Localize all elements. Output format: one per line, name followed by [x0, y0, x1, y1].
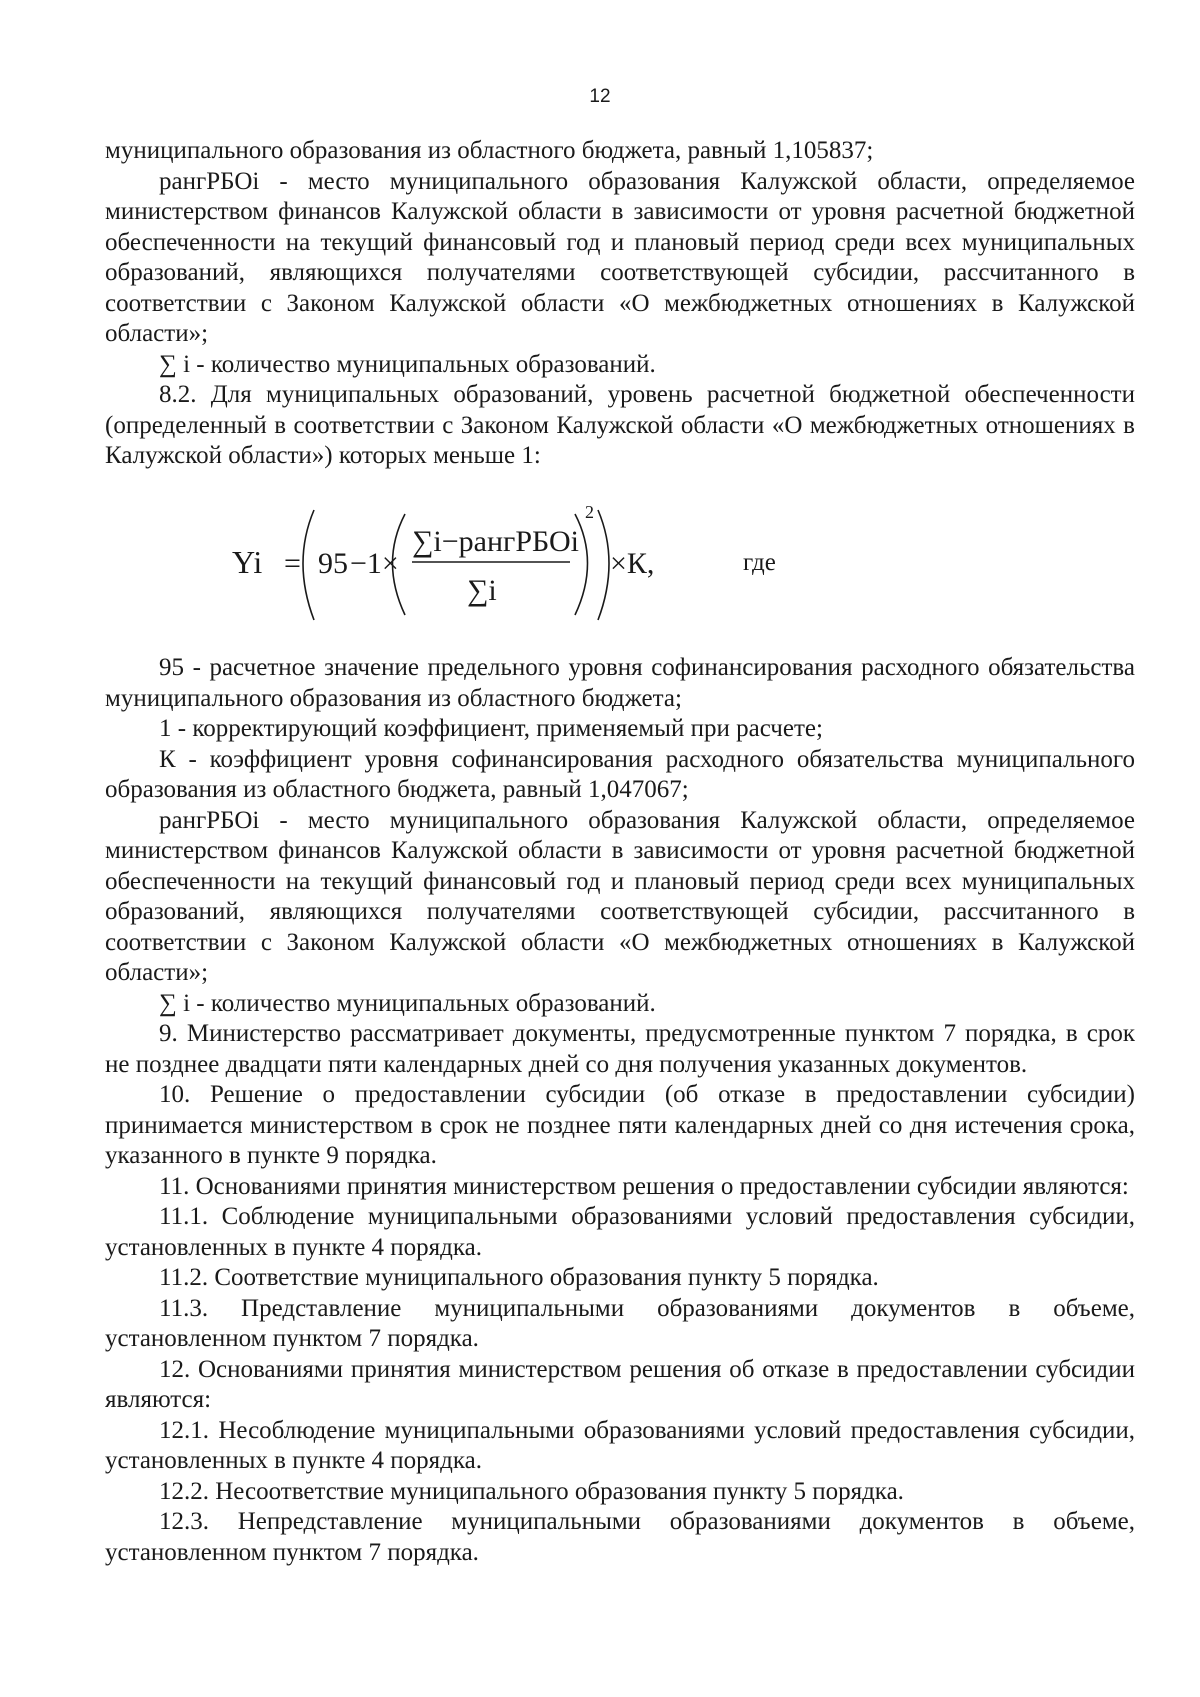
paragraph: 1 - корректирующий коэффициент, применяемый при расчете;: [159, 715, 823, 742]
paragraph: К - коэффициент уровня софинансирования расходного обязательства муниципального образования из областного бюджета, равный 1,047067;: [105, 745, 1135, 803]
outer-left-paren: [303, 510, 314, 620]
paragraph: 11.2. Соответствие муниципального образования пункту 5 порядка.: [159, 1264, 879, 1291]
paragraph: ∑ i - количество муниципальных образований.: [159, 350, 656, 378]
text-block-bottom: [105, 653, 1135, 1568]
paragraph: 12.3. Непредставление муниципальными образованиями документов в объеме, установленном пунктом 7 порядка.: [105, 1508, 1135, 1566]
paragraph: 9. Министерство рассматривает документы, предусмотренные пунктом 7 порядка, в срок не позднее двадцати пяти календарных дней со дня получения указанных документов.: [105, 1020, 1135, 1078]
paragraph: 12.2. Несоответствие муниципального образования пункту 5 порядка.: [159, 1477, 904, 1505]
paragraph: 10. Решение о предоставлении субсидии (об отказе в предоставлении субсидии) принимается министерством в срок не позднее пяти календарных дней со дня истечения срока, указанного в пункте 9 порядка.: [105, 1081, 1135, 1169]
formula-exponent: 2: [585, 502, 594, 522]
formula-base: 95: [318, 547, 348, 580]
paragraph: 11. Основаниями принятия министерством решения о предоставлении субсидии являются:: [159, 1172, 1129, 1200]
formula-equals: =: [284, 547, 301, 580]
paragraph: рангРБОi - место муниципального образования Калужской области, определяемое министерством финансов Калужской области в зависимости от уровня расчетной бюджетной обеспеченности на текущий финансовый год и плановый период среди всех муниципальных образований, являющихся получателями соответствующей субсидии, рассчитанного в соответствии с Законом Калужской области «О межбюджетных отношениях в Калужской области»;: [105, 167, 1135, 347]
paragraph: 12.1. Несоблюдение муниципальными образованиями условий предоставления субсидии, установленных в пункте 4 порядка.: [105, 1416, 1135, 1474]
paragraph: 11.3. Представление муниципальными образованиями документов в объеме, установленном пунктом 7 порядка.: [105, 1294, 1135, 1352]
paragraph: 95 - расчетное значение предельного уровня софинансирования расходного обязательства муниципального образования из областного бюджета;: [105, 654, 1135, 712]
formula-where: где: [743, 549, 776, 576]
text-block-top: [105, 136, 1135, 472]
formula-denominator: ∑i: [467, 574, 497, 607]
paragraph: ∑ i - количество муниципальных образований.: [159, 989, 656, 1017]
paragraph: 8.2. Для муниципальных образований, уровень расчетной бюджетной обеспеченности (определенный в соответствии с Законом Калужской области «О межбюджетных отношениях в Калужской области») которых меньше 1:: [105, 381, 1135, 469]
formula-times-k: ×К,: [610, 547, 655, 580]
paragraph: 11.1. Соблюдение муниципальными образованиями условий предоставления субсидии, установленных в пункте 4 порядка.: [105, 1203, 1135, 1261]
paragraph: муниципального образования из областного бюджета, равный 1,105837;: [105, 137, 874, 164]
outer-right-paren: [598, 510, 609, 620]
page-number: 12: [589, 86, 611, 107]
paragraph: 12. Основаниями принятия министерством решения об отказе в предоставлении субсидии являются:: [105, 1355, 1135, 1413]
formula-numerator: ∑i−рангРБОi: [412, 525, 580, 558]
formula: [180, 500, 1080, 625]
formula-minus-coef: −1×: [350, 547, 399, 580]
formula-lhs: Yi: [232, 544, 263, 580]
formula-svg: [180, 500, 1080, 625]
paragraph: рангРБОi - место муниципального образования Калужской области, определяемое министерством финансов Калужской области в зависимости от уровня расчетной бюджетной обеспеченности на текущий финансовый год и плановый период среди всех муниципальных образований, являющихся получателями соответствующей субсидии, рассчитанного в соответствии с Законом Калужской области «О межбюджетных отношениях в Калужской области»;: [105, 806, 1135, 986]
